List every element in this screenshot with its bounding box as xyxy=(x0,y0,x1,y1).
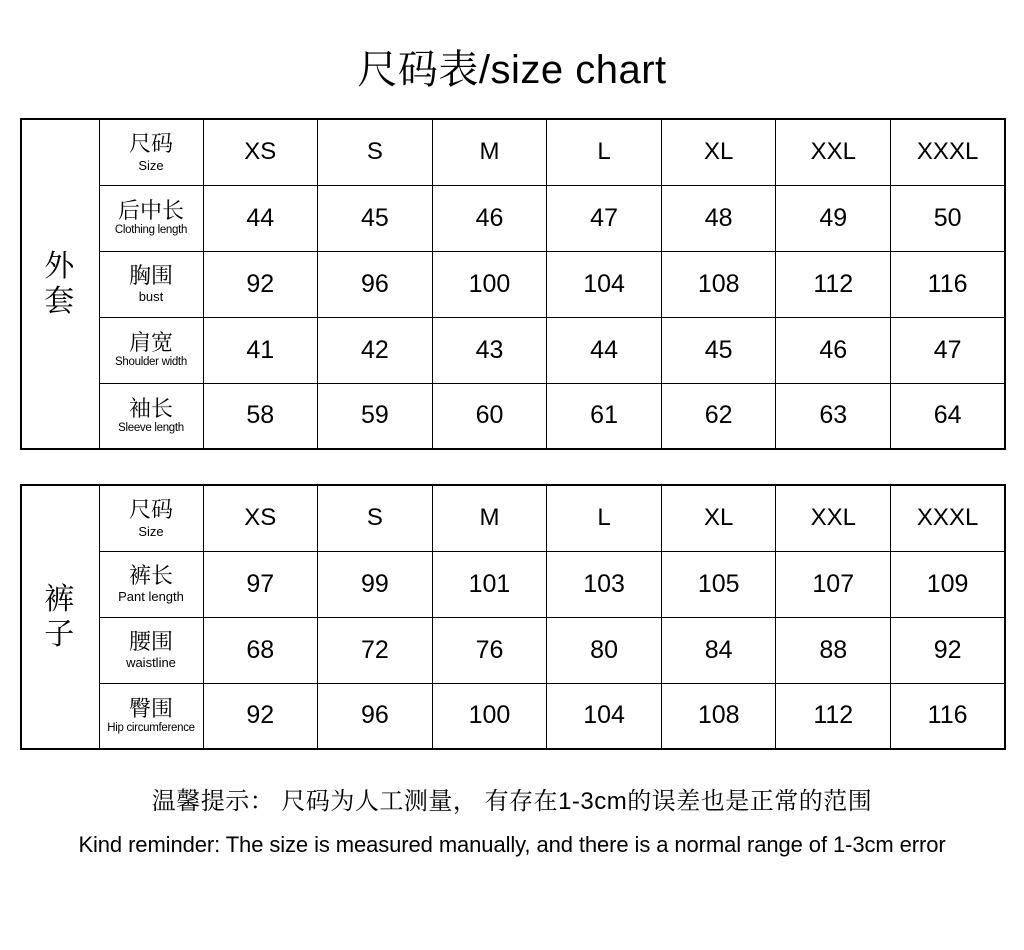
measure-value: 47 xyxy=(891,317,1006,383)
measure-label-cn: 后中长 xyxy=(117,197,184,223)
table-row xyxy=(21,485,1005,551)
size-header-cell: XXXL xyxy=(891,485,1006,551)
jacket-size-table xyxy=(20,118,1006,450)
measure-value: 44 xyxy=(203,185,318,251)
measure-label-en: Pant length xyxy=(118,589,184,605)
measure-value: 108 xyxy=(661,251,776,317)
measure-row-label xyxy=(99,185,203,251)
measure-label-en: waistline xyxy=(126,655,176,671)
size-header-cell: XS xyxy=(203,119,318,185)
measure-label-cn: 胸围 xyxy=(128,263,173,289)
page-title: 尺码表/size chart xyxy=(357,48,667,92)
measure-value: 97 xyxy=(203,551,318,617)
header-row-label xyxy=(99,485,203,551)
measure-label-cn: 腰围 xyxy=(128,629,173,655)
measure-value: 62 xyxy=(661,383,776,449)
measure-row-label xyxy=(99,683,203,749)
measure-value: 49 xyxy=(776,185,891,251)
header-label-cn: 尺码 xyxy=(128,497,173,523)
measure-label-en: Clothing length xyxy=(114,224,188,237)
measure-value: 80 xyxy=(547,617,662,683)
measure-value: 60 xyxy=(432,383,547,449)
measure-label-cn: 裤长 xyxy=(128,563,173,589)
measure-label-en: Sleeve length xyxy=(118,422,184,434)
table-row xyxy=(21,317,1005,383)
measure-label-cn: 臀围 xyxy=(128,695,173,721)
size-header-cell: L xyxy=(547,485,662,551)
measure-value: 61 xyxy=(547,383,662,449)
measure-value: 92 xyxy=(203,683,318,749)
measure-value: 41 xyxy=(203,317,318,383)
size-header-cell: S xyxy=(318,119,433,185)
pants-size-table-wrap xyxy=(20,484,1004,750)
reminder-note-cn: 温馨提示： 尺码为人工测量， 有存在1-3cm的误差也是正常的范围 xyxy=(151,788,873,815)
measure-value: 92 xyxy=(891,617,1006,683)
measure-value: 88 xyxy=(776,617,891,683)
group-label-text: 外套 xyxy=(44,249,77,318)
measure-value: 101 xyxy=(432,551,547,617)
measure-value: 100 xyxy=(432,683,547,749)
measure-value: 105 xyxy=(661,551,776,617)
table-row xyxy=(21,185,1005,251)
size-header-cell: L xyxy=(547,119,662,185)
measure-value: 58 xyxy=(203,383,318,449)
measure-value: 107 xyxy=(776,551,891,617)
measure-label-cn: 袖长 xyxy=(128,395,173,421)
table-row xyxy=(21,383,1005,449)
measure-value: 104 xyxy=(547,251,662,317)
measure-value: 45 xyxy=(661,317,776,383)
header-label-en: Size xyxy=(138,157,164,173)
measure-value: 76 xyxy=(432,617,547,683)
measure-value: 109 xyxy=(891,551,1006,617)
measure-value: 103 xyxy=(547,551,662,617)
table-row xyxy=(21,119,1005,185)
measure-value: 44 xyxy=(547,317,662,383)
measure-value: 112 xyxy=(776,683,891,749)
group-label-pants xyxy=(21,485,99,749)
measure-value: 116 xyxy=(891,251,1006,317)
header-label-en: Size xyxy=(138,523,164,539)
measure-value: 42 xyxy=(318,317,433,383)
measure-value: 112 xyxy=(776,251,891,317)
measure-value: 84 xyxy=(661,617,776,683)
measure-value: 92 xyxy=(203,251,318,317)
measure-value: 45 xyxy=(318,185,433,251)
measure-value: 104 xyxy=(547,683,662,749)
measure-value: 100 xyxy=(432,251,547,317)
pants-size-table xyxy=(20,484,1006,750)
measure-label-en: Shoulder width xyxy=(115,356,187,369)
reminder-note-en: Kind reminder: The size is measured manually, and there is a normal range of 1-3cm error xyxy=(78,832,946,857)
jacket-size-table-wrap xyxy=(20,118,1004,450)
footer-notes xyxy=(0,784,1024,861)
size-header-cell: M xyxy=(432,119,547,185)
measure-value: 64 xyxy=(891,383,1006,449)
measure-value: 96 xyxy=(318,251,433,317)
group-label-jacket xyxy=(21,119,99,449)
size-header-cell: XXL xyxy=(776,485,891,551)
table-row xyxy=(21,617,1005,683)
header-label-cn: 尺码 xyxy=(128,131,173,157)
measure-label-en: bust xyxy=(138,289,164,305)
size-header-cell: M xyxy=(432,485,547,551)
table-gap xyxy=(0,450,1024,484)
table-row xyxy=(21,683,1005,749)
measure-row-label xyxy=(99,617,203,683)
measure-value: 48 xyxy=(661,185,776,251)
measure-value: 47 xyxy=(547,185,662,251)
size-header-cell: XXXL xyxy=(891,119,1006,185)
measure-value: 72 xyxy=(318,617,433,683)
size-header-cell: XS xyxy=(203,485,318,551)
measure-value: 108 xyxy=(661,683,776,749)
measure-value: 50 xyxy=(891,185,1006,251)
size-header-cell: S xyxy=(318,485,433,551)
size-header-cell: XL xyxy=(661,119,776,185)
group-label-text: 裤子 xyxy=(44,582,77,651)
size-header-cell: XL xyxy=(661,485,776,551)
measure-value: 43 xyxy=(432,317,547,383)
measure-row-label xyxy=(99,551,203,617)
table-row xyxy=(21,251,1005,317)
measure-value: 46 xyxy=(776,317,891,383)
measure-row-label xyxy=(99,383,203,449)
measure-value: 116 xyxy=(891,683,1006,749)
measure-value: 68 xyxy=(203,617,318,683)
table-row xyxy=(21,551,1005,617)
measure-label-cn: 肩宽 xyxy=(128,329,173,355)
measure-value: 99 xyxy=(318,551,433,617)
measure-value: 63 xyxy=(776,383,891,449)
measure-row-label xyxy=(99,251,203,317)
measure-value: 46 xyxy=(432,185,547,251)
measure-row-label xyxy=(99,317,203,383)
measure-value: 96 xyxy=(318,683,433,749)
header-row-label xyxy=(99,119,203,185)
measure-value: 59 xyxy=(318,383,433,449)
measure-label-en: Hip circumference xyxy=(107,722,195,734)
size-header-cell: XXL xyxy=(776,119,891,185)
